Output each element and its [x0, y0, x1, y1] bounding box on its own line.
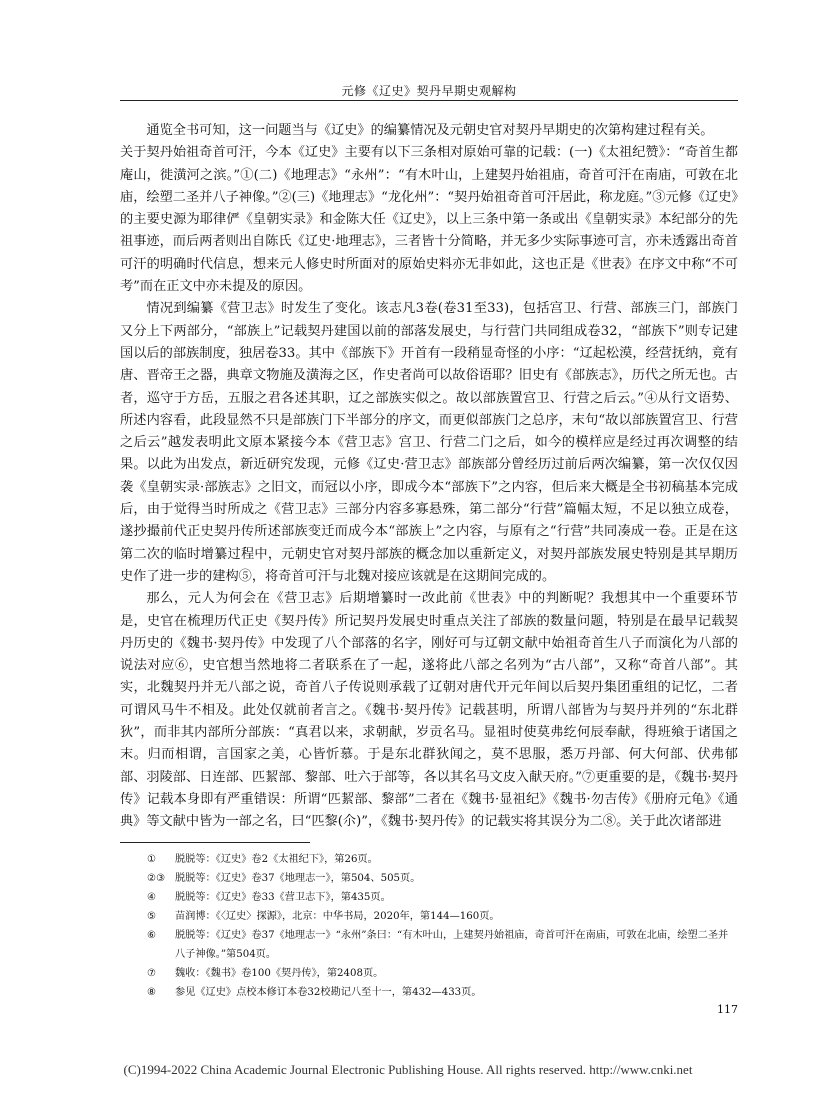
- footnote-6: [147, 964, 738, 983]
- footnote-7: [147, 983, 738, 1002]
- footnote-text: 脱脱等：《辽史》卷37《地理志一》，第504、505页。: [175, 873, 421, 884]
- footnote-5: [147, 926, 738, 964]
- footnote-text: 魏收：《魏书》卷100《契丹传》，第2408页。: [175, 968, 384, 979]
- footnote-mark: ⑤: [147, 911, 157, 922]
- article-body: [120, 120, 738, 834]
- footnote-mark: ④: [147, 892, 157, 903]
- footnote-mark: ⑦: [147, 968, 157, 979]
- footnote-text: 脱脱等：《辽史》卷2《太祖纪下》，第26页。: [175, 854, 378, 865]
- footnote-4: [147, 907, 738, 926]
- footnotes: [147, 850, 738, 1002]
- footnote-text: 苗润博：《〈辽史〉探源》，北京：中华书局，2020年，第144—160页。: [175, 911, 500, 922]
- footnote-mark: ⑧: [147, 987, 157, 998]
- paragraph-2: 关于契丹始祖奇首可汗，今本《辽史》主要有以下三条相对原始可靠的记载：(一)《太祖纪赞》：“奇首生都庵山，徙潢河之滨。”①(二)《地理志》“永州”：“有木叶山，上建契丹始祖庙，奇首可汗在南庙，可敦在北庙，绘塑二圣并八子神像。”②(三)《地理志》“龙化州”：“契丹始祖奇首可汗居此，称龙庭。”③元修《辽史》的主要史源为耶律俨《皇朝实录》和金陈大任《辽史》，以上三条中第一条或出《皇朝实录》本纪部分的先祖事迹，而后两者则出自陈氏《辽史·地理志》，三者皆十分简略，并无多少实际事迹可言，亦未透露出奇首可汗的明确时代信息，想来元人修史时所面对的原始史料亦无非如此，这也正是《世表》在序文中称“不可考”而在正文中亦未提及的原因。: [120, 145, 738, 295]
- footnote-3: [147, 888, 738, 907]
- header-rule: [120, 100, 738, 101]
- footnote-text: 脱脱等：《辽史》卷33《营卫志下》，第435页。: [175, 892, 391, 903]
- footnote-text: 脱脱等：《辽史》卷37《地理志一》“永州”条曰：“有木叶山，上建契丹始祖庙，奇首可汗在南庙，可敦在北庙，绘塑二圣并八子神像。”第504页。: [175, 930, 729, 960]
- running-header: 元修《辽史》契丹早期史观解构: [341, 84, 517, 98]
- footnote-mark: ①: [147, 854, 157, 865]
- footnote-2: [147, 869, 738, 888]
- paragraph-1: 通览全书可知，这一问题当与《辽史》的编纂情况及元朝史官对契丹早期史的次第构建过程有关。: [146, 123, 714, 138]
- page-number: 117: [717, 1003, 738, 1016]
- footnote-rule: [120, 842, 310, 843]
- footnote-1: [147, 850, 738, 869]
- footnote-mark: ⑥: [147, 930, 157, 941]
- copyright-notice: (C)1994-2022 China Academic Journal Electronic Publishing House. All rights reserved. http://www.cnki.net: [123, 1062, 693, 1077]
- footnote-mark: ②③: [147, 873, 166, 884]
- footnote-text: 参见《辽史》点校本修订本卷32校勘记八至十一，第432—433页。: [175, 987, 482, 998]
- paragraph-3: 情况到编纂《营卫志》时发生了变化。该志凡3卷(卷31至33)，包括宫卫、行营、部族三门，部族门又分上下两部分，“部族上”记载契丹建国以前的部落发展史，与行营门共同组成卷32，“部族下”则专记建国以后的部族制度，独居卷33。其中《部族下》开首有一段稍显奇怪的小序：“辽起松漠，经营抚纳，竟有唐、晋帝王之器，典章文物施及潢海之区，作史者尚可以故俗语耶？旧史有《部族志》，历代之所无也。古者，巡守于方岳，五服之君各述其职，辽之部族实似之。故以部族置宫卫、行营之后云。”④从行文语势、所述内容看，此段显然不只是部族门下半部分的序文，而更似部族门之总序，末句“故以部族置宫卫、行营之后云”越发表明此文原本紧接今本《营卫志》宫卫、行营二门之后，如今的模样应是经过再次调整的结果。以此为出发点，新近研究发现，元修《辽史·营卫志》部族部分曾经历过前后两次编纂，第一次仅仅因袭《皇朝实录·部族志》之旧文，而冠以小序，即成今本“部族下”之内容，但后来大概是全书初稿基本完成后，由于觉得当时所成之《营卫志》三部分内容多寡悬殊，第二部分“行营”篇幅太短，不足以独立成卷，遂抄撮前代正史契丹传所述部族变迁而成今本“部族上”之内容，与原有之“行营”共同凑成一卷。正是在这第二次的临时增纂过程中，元朝史官对契丹部族的概念加以重新定义，对契丹部族发展史特别是其早期历史作了进一步的建构⑤，将奇首可汗与北魏对接应该就是在这期间完成的。: [120, 301, 738, 584]
- paragraph-4: 那么，元人为何会在《营卫志》后期增纂时一改此前《世表》中的判断呢？我想其中一个重要环节是，史官在梳理历代正史《契丹传》所记契丹发展史时重点关注了部族的数量问题，特别是在最早记载契丹历史的《魏书·契丹传》中发现了八个部落的名字，刚好可与辽朝文献中始祖奇首生八子而演化为八部的说法对应⑥，史官想当然地将二者联系在了一起，遂将此八部之名列为“古八部”，又称“奇首八部”。其实，北魏契丹并无八部之说，奇首八子传说则承载了辽朝对唐代开元年间以后契丹集团重组的记忆，二者可谓风马牛不相及。此处仅就前者言之。《魏书·契丹传》记载甚明，所谓八部皆为与契丹并列的“东北群狄”，而非其内部所分部族：“真君以来，求朝献，岁贡名马。显祖时使莫弗纥何辰奉献，得班飨于诸国之末。归而相谓，言国家之美，心皆忻慕。于是东北群狄闻之，莫不思服，悉万丹部、何大何部、伏弗郁部、羽陵部、日连部、匹絜部、黎部、吐六于部等，各以其名马文皮入献天府。”⑦更重要的是，《魏书·契丹传》记载本身即有严重错误：所谓“匹絜部、黎部”二者在《魏书·显祖纪》《魏书·勿吉传》《册府元龟》《通典》等文献中皆为一部之名，曰“匹黎(尒)”，《魏书·契丹传》的记载实将其误分为二⑧。关于此次诸部进: [120, 591, 738, 830]
